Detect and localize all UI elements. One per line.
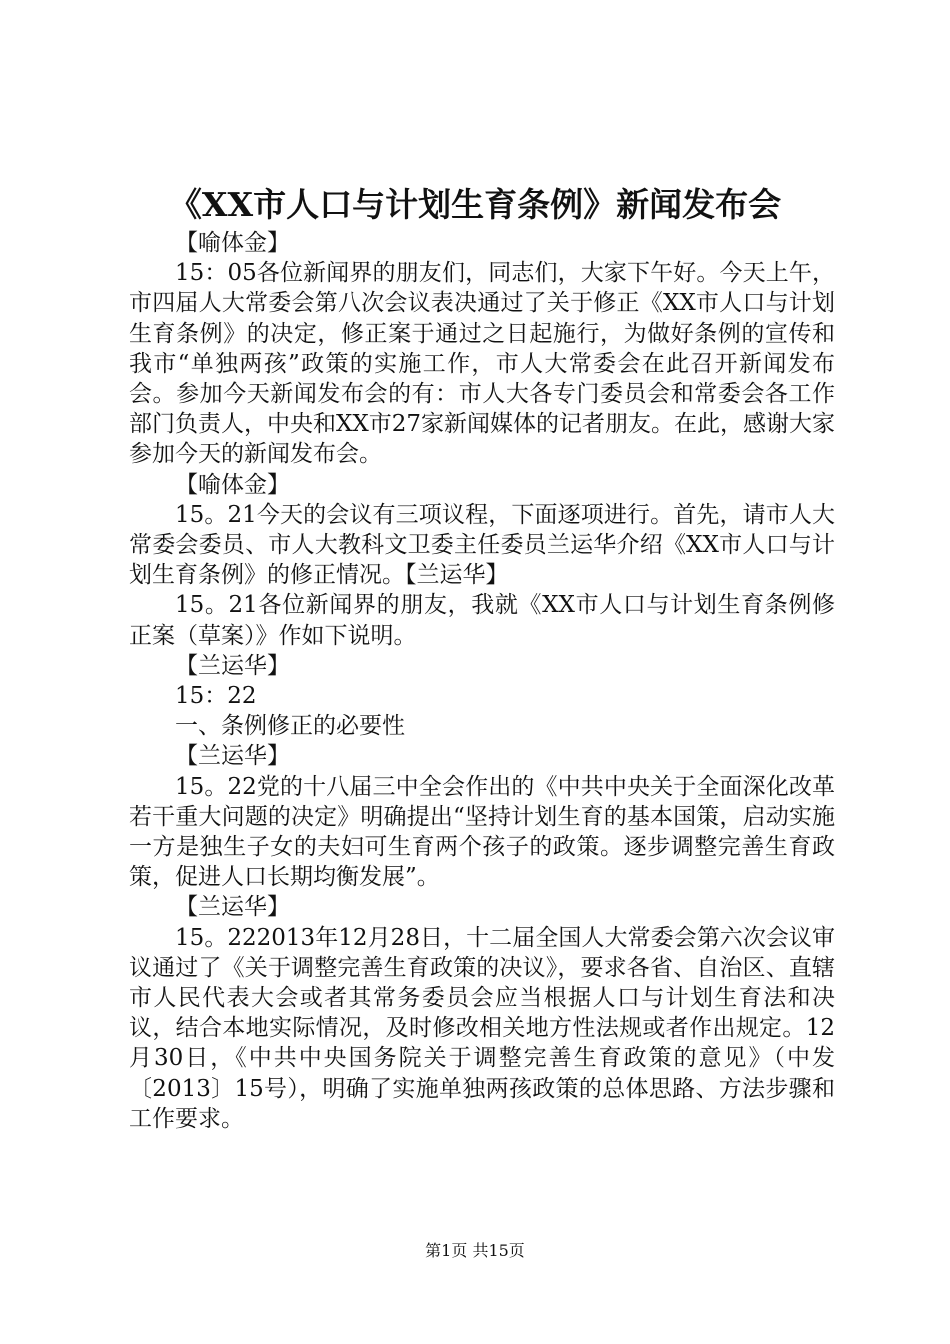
paragraph: 15。21今天的会议有三项议程，下面逐项进行。首先，请市人大常委会委员、市人大教科文卫委主任委员兰运华介绍《XX市人口与计划生育条例》的修正情况。【兰运华】: [129, 501, 835, 589]
document-body: [129, 228, 835, 1134]
paragraph: 15。21各位新闻界的朋友，我就《XX市人口与计划生育条例修正案（草案）》作如下说明。: [129, 592, 835, 649]
paragraph-speaker-label: 【喻体金】: [175, 230, 290, 256]
paragraph: 15。222013年12月28日，十二届全国人大常委会第六次会议审议通过了《关于调整完善生育政策的决议》，要求各省、自治区、直辖市人民代表大会或者其常务委员会应当根据人口与计划生育法和决议，结合本地实际情况，及时修改相关地方性法规或者作出规定。12月30日，《中共中央国务院关于调整完善生育政策的意见》（中发〔2013〕15号），明确了实施单独两孩政策的总体思路、方法步骤和工作要求。: [129, 924, 835, 1132]
paragraph-speaker-label: 【喻体金】: [175, 471, 290, 498]
paragraph-speaker-label: 【兰运华】: [175, 894, 290, 921]
paragraph: 15：05各位新闻界的朋友们，同志们，大家下午好。今天上午，市四届人大常委会第八次会议表决通过了关于修正《XX市人口与计划生育条例》的决定，修正案于通过之日起施行，为做好条例的宣传和我市“单独两孩”政策的实施工作，市人大常委会在此召开新闻发布会。参加今天新闻发布会的有：市人大各专门委员会和常委会各工作部门负责人，中央和XX市27家新闻媒体的记者朋友。在此，感谢大家参加今天的新闻发布会。: [129, 260, 836, 468]
paragraph-timestamp: 15：22: [175, 683, 257, 710]
paragraph: 15。22党的十八届三中全会作出的《中共中央关于全面深化改革若干重大问题的决定》明确提出“坚持计划生育的基本国策，启动实施一方是独生子女的夫妇可生育两个孩子的政策。逐步调整完善生育政策，促进人口长期均衡发展”。: [129, 773, 835, 891]
paragraph-speaker-label: 【兰运华】: [175, 652, 290, 679]
document-title: 《XX市人口与计划生育条例》新闻发布会: [168, 185, 782, 224]
paragraph-speaker-label: 【兰运华】: [175, 743, 290, 770]
section-heading: 一、条例修正的必要性: [175, 713, 405, 740]
page-number-footer: 第1页 共15页: [425, 1241, 525, 1260]
